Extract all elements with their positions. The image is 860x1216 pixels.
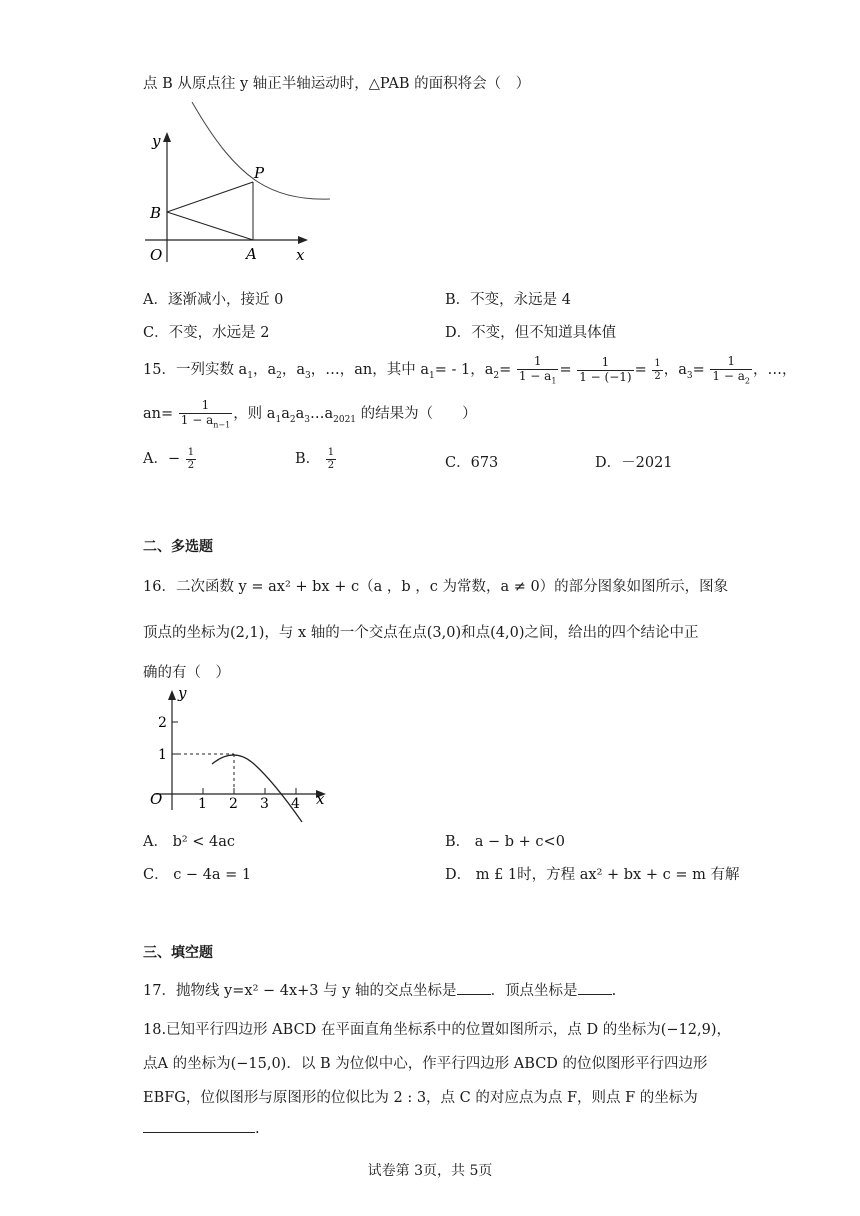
q18-line3: EBFG，位似图形与原图形的位似比为 2 : 3，点 C 的对应点为点 F，则点 F 的坐标为 [143,1090,698,1106]
section-fill-blank-title: 三、填空题 [143,945,213,961]
q16-label-t3: 3 [260,796,269,812]
q16-label-y2: 2 [158,715,167,731]
q14-BA [167,212,253,240]
q16-label-y1: 1 [158,747,167,763]
q16-label-t2: 2 [229,796,238,812]
q16-line3: 确的有（ ） [143,665,230,681]
q14-y-arrow [163,132,171,142]
q16-figure [140,682,340,824]
q15-line2: an= $\frac{1}{1 - a_{n-1}}$ ，则 $a_1a_2a_3\dots a_{2021}$ 的结果为（ ） [143,397,477,429]
q14-BP [167,182,253,212]
q14-curve [192,102,330,199]
q14-label-y: y [152,132,161,150]
q16-parabola [212,755,302,822]
q16-option-d: D． m £ 1时，方程 ax² + bx + c = m 有解 [445,867,740,883]
q17: 17．抛物线 y=x² − 4x+3 与 y 轴的交点坐标是 ．顶点坐标是 . [143,979,616,1000]
q16-label-x: x [316,790,325,808]
q16-line1: 16．二次函数 y = ax² + bx + c（a ，b ，c 为常数，a ≠ 0）的部分图象如图所示，图象 [143,579,729,595]
q15-frac1: $\frac{1}{1 - a_1}$ [518,353,557,385]
q14-label-A: A [246,245,257,263]
q14-label-x: x [296,246,305,264]
q15-frac3: $\frac{1}{2}$ [654,358,661,382]
q14-option-a: A．逐渐减小，接近 0 [143,292,284,308]
q16-option-a: A． b² < 4ac [143,834,236,850]
q15-frac5: $\frac{1}{1 - a_{n-1}}$ [180,397,231,429]
q17-blank-2[interactable] [578,980,612,995]
q14-option-c: C．不变，水远是 2 [143,325,270,341]
section-multi-choice-title: 二、多选题 [143,539,213,555]
q15-option-c: C．673 [445,455,499,471]
q14-x-arrow [298,236,308,244]
q18-line4: . [143,1118,260,1137]
q14-label-O: O [150,246,163,264]
q15-option-d: D．－2021 [595,455,673,471]
q15-option-b: B． $\frac{1}{2}$ [295,447,335,471]
q14-option-b: B．不变，永远是 4 [445,292,571,308]
q16-y-arrow [168,690,176,700]
q16-line2: 顶点的坐标为(2,1)，与 x 轴的一个交点在点(3,0)和点(4,0)之间，给出的四个结论中正 [143,625,699,641]
q15-frac2: $\frac{1}{1 - (-1)}$ [579,354,632,384]
q18-line1: 18.已知平行四边形 ABCD 在平面直角坐标系中的位置如图所示，点 D 的坐标为(−12,9)， [143,1022,731,1038]
q14-option-d: D．不变，但不知道具体值 [445,325,617,341]
q14-stem: 点 B 从原点往 y 轴正半轴运动时，△PAB 的面积将会（ ） [143,76,531,92]
q15-option-a: A．− $\frac{1}{2}$ [143,447,195,471]
q15-frac4: $\frac{1}{1 - a_2}$ [712,353,750,385]
q16-label-t4: 4 [291,796,300,812]
q14-label-P: P [254,164,265,182]
q18-line2: 点A 的坐标为(−15,0)．以 B 为位似中心，作平行四边形 ABCD 的位似图形平行四边形 [143,1056,708,1072]
q16-label-t1: 1 [198,796,207,812]
page-footer: 试卷第 3页，共 5页 [367,1163,493,1179]
q17-blank-1[interactable] [457,980,491,995]
q18-blank[interactable] [143,1118,255,1133]
q14-figure [140,102,340,268]
q16-label-y: y [178,684,187,702]
q16-label-O: O [150,790,163,808]
q14-label-B: B [150,204,162,222]
q16-option-b: B． a − b + c<0 [445,834,565,850]
q16-option-c: C． c − 4a = 1 [143,867,252,883]
q15-line1: 15．一列实数 $a_1$，$a_2$，$a_3$，…，an，其中 $a_1= - 1$，$a_2=$ $\frac{1}{1 - a_1}$ = $\frac{1}{1 - (-1)}$ = $\frac{1}{2}$ ，$a_3=$ $\frac{1}{1 - a_2}$ ，…， [143,353,797,385]
